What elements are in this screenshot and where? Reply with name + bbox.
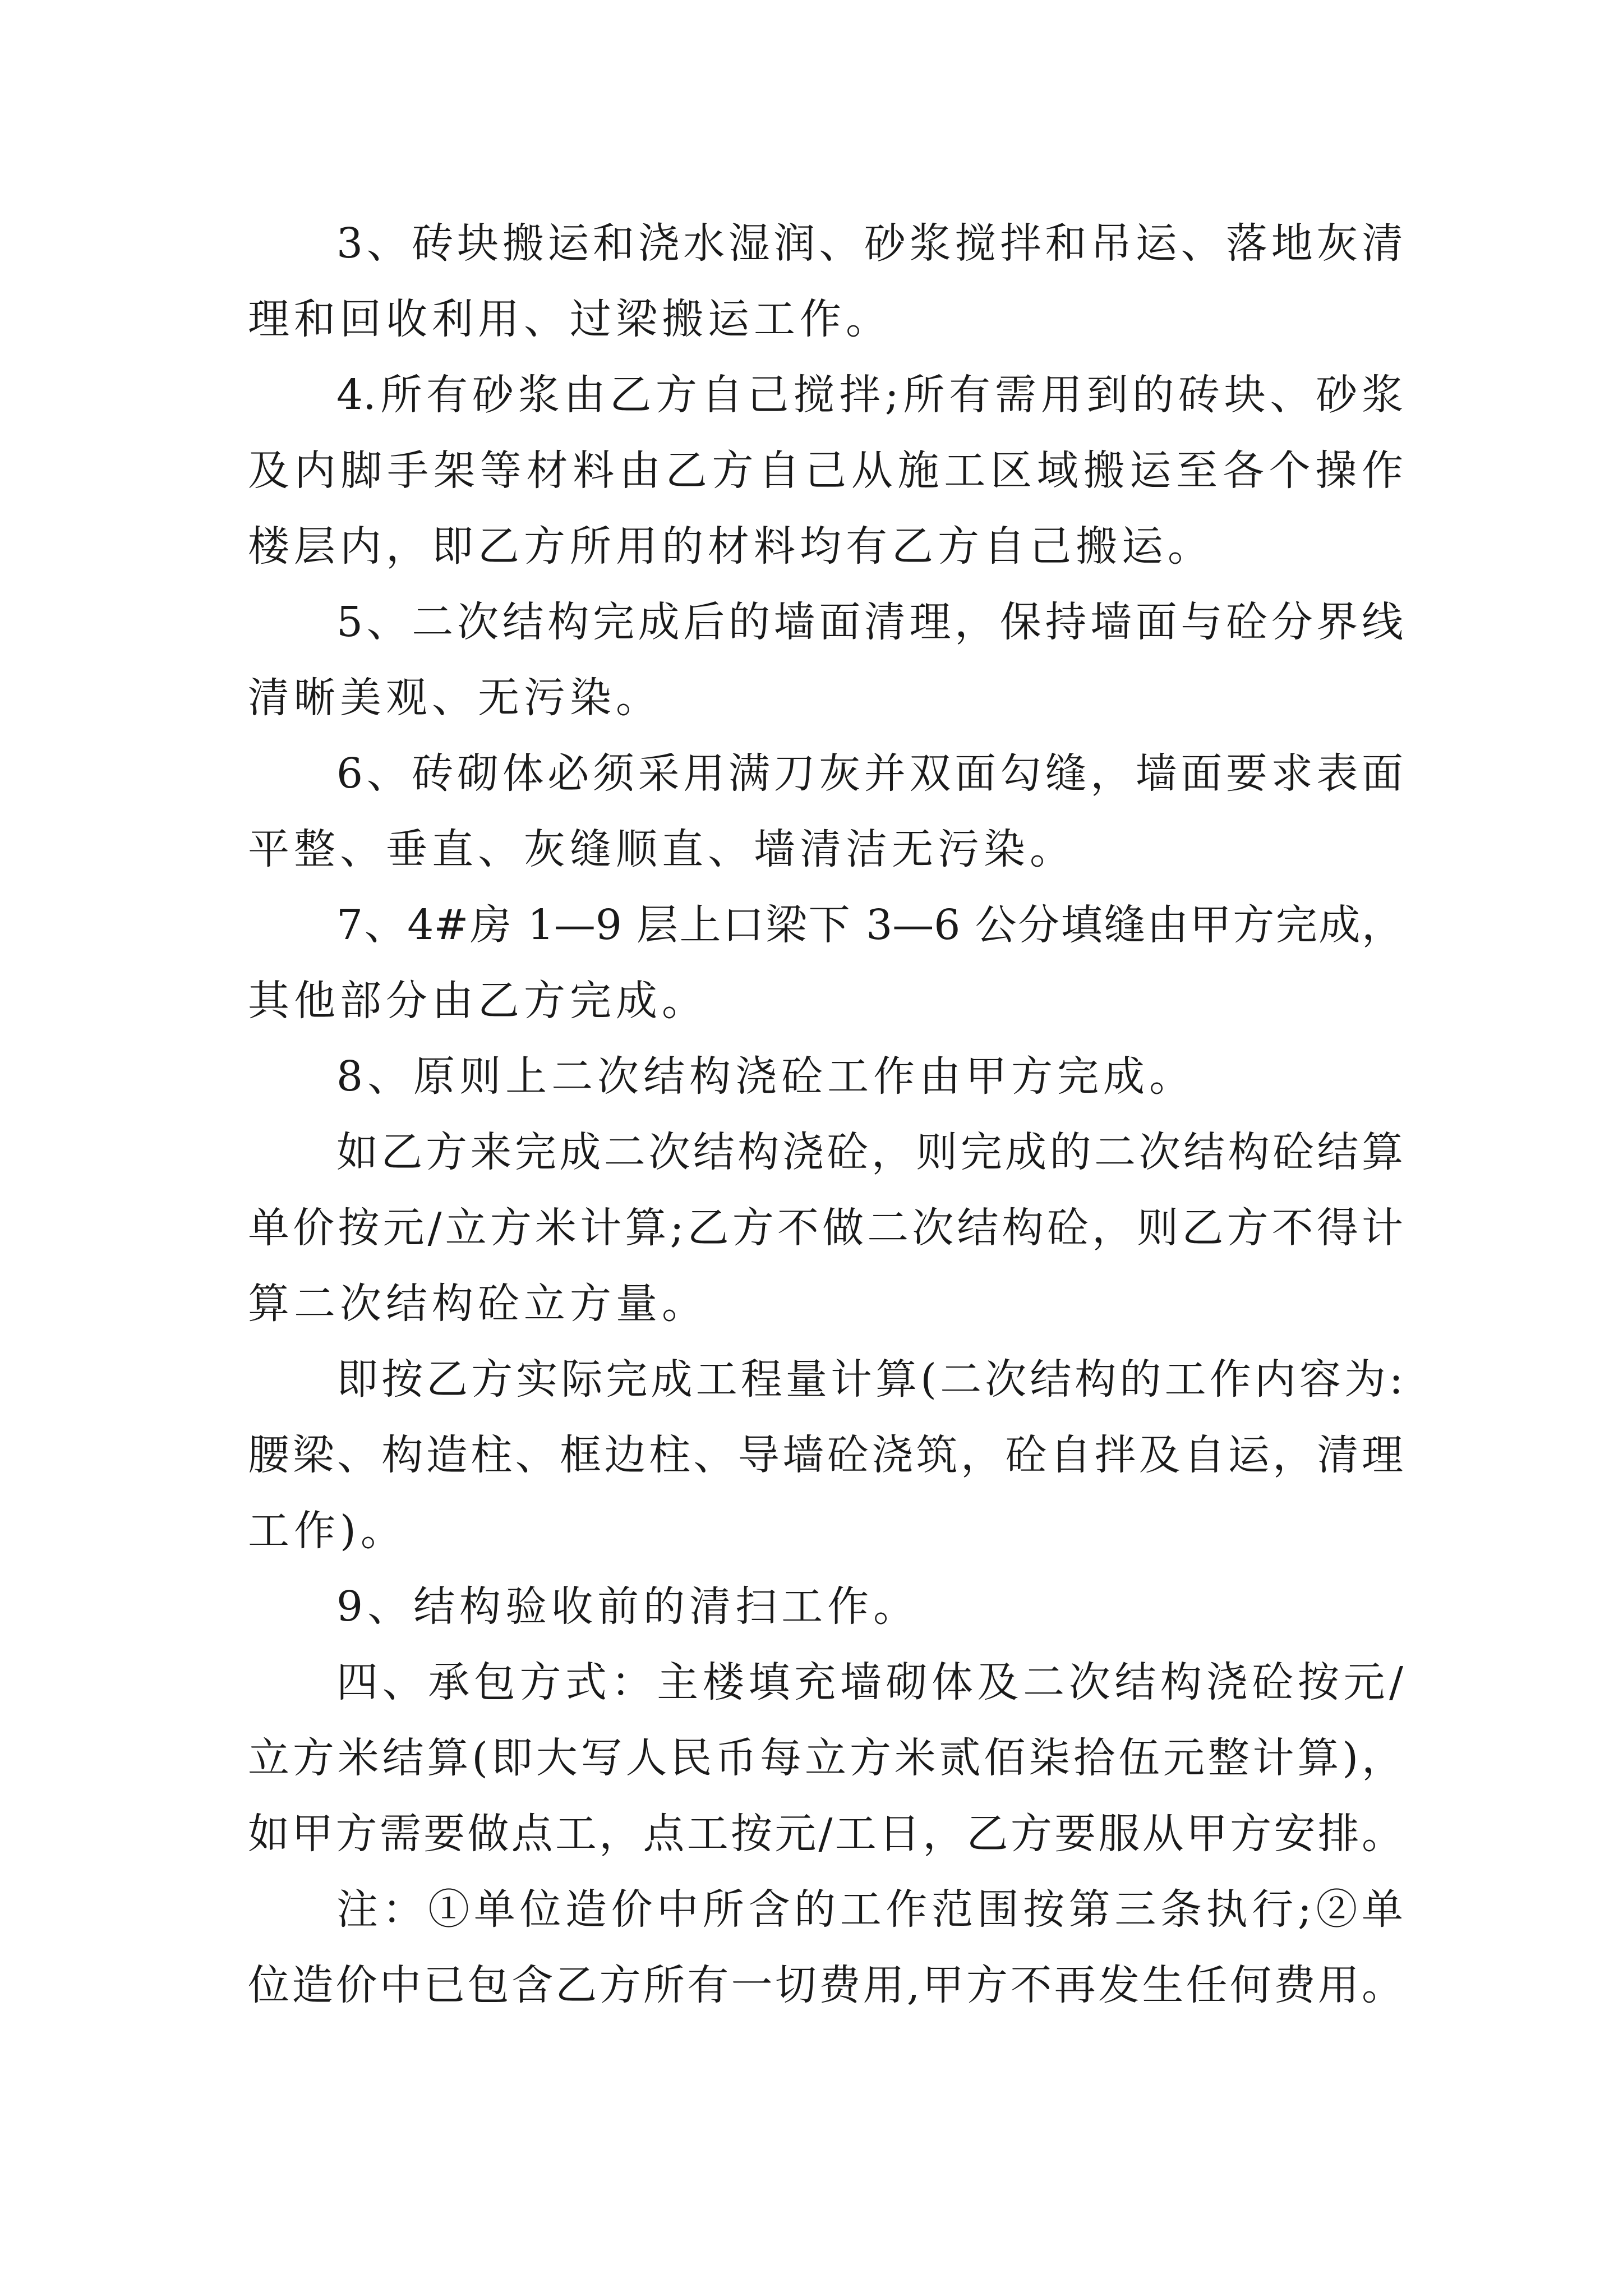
paragraph-item-3-line-2: 理和回收利用、过梁搬运工作。: [248, 295, 892, 343]
paragraph-section-4-line-1: 四、承包方式：主楼填充墙砌体及二次结构浇砼按元/: [336, 1658, 1403, 1706]
paragraph-item-9-line-1: 9、结构验收前的清扫工作。: [336, 1582, 920, 1631]
paragraph-item-4-line-1: 4.所有砂浆由乙方自己搅拌;所有需用到的砖块、砂浆: [336, 371, 1403, 419]
paragraph-item-8-note-a-line-2: 单价按元/立方米计算;乙方不做二次结构砼，则乙方不得计: [248, 1204, 1403, 1252]
paragraph-item-7-line-2: 其他部分由乙方完成。: [248, 977, 708, 1025]
paragraph-note-line-2: 位造价中已包含乙方所有一切费用,甲方不再发生任何费用。: [248, 1961, 1403, 2009]
paragraph-item-6-line-1: 6、砖砌体必须采用满刀灰并双面勾缝，墙面要求表面: [336, 749, 1403, 798]
paragraph-note-line-1: 注：①单位造价中所含的工作范围按第三条执行;②单: [336, 1885, 1403, 1934]
paragraph-item-4-line-3: 楼层内，即乙方所用的材料均有乙方自己搬运。: [248, 522, 1214, 570]
paragraph-item-8-note-b-line-3: 工作)。: [248, 1507, 407, 1555]
paragraph-item-6-line-2: 平整、垂直、灰缝顺直、墙清洁无污染。: [248, 825, 1076, 873]
paragraph-item-3-line-1: 3、砖块搬运和浇水湿润、砂浆搅拌和吊运、落地灰清: [336, 219, 1403, 268]
paragraph-section-4-line-3: 如甲方需要做点工，点工按元/工日，乙方要服从甲方安排。: [248, 1810, 1403, 1858]
paragraph-item-8-note-a-line-3: 算二次结构砼立方量。: [248, 1280, 708, 1328]
paragraph-item-8-note-b-line-2: 腰梁、构造柱、框边柱、导墙砼浇筑，砼自拌及自运，清理: [248, 1431, 1403, 1479]
paragraph-item-7-line-1: 7、4#房 1—9 层上口梁下 3—6 公分填缝由甲方完成，: [336, 901, 1403, 949]
paragraph-item-8-line-1: 8、原则上二次结构浇砼工作由甲方完成。: [336, 1052, 1196, 1101]
paragraph-section-4-line-2: 立方米结算(即大写人民币每立方米贰佰柒拾伍元整计算)，: [248, 1734, 1403, 1782]
paragraph-item-8-note-b-line-1: 即按乙方实际完成工程量计算(二次结构的工作内容为:: [336, 1355, 1403, 1404]
paragraph-item-8-note-a-line-1: 如乙方来完成二次结构浇砼，则完成的二次结构砼结算: [336, 1128, 1403, 1176]
paragraph-item-5-line-2: 清晰美观、无污染。: [248, 674, 662, 722]
paragraph-item-5-line-1: 5、二次结构完成后的墙面清理，保持墙面与砼分界线: [336, 598, 1403, 646]
paragraph-item-4-line-2: 及内脚手架等材料由乙方自己从施工区域搬运至各个操作: [248, 447, 1403, 495]
